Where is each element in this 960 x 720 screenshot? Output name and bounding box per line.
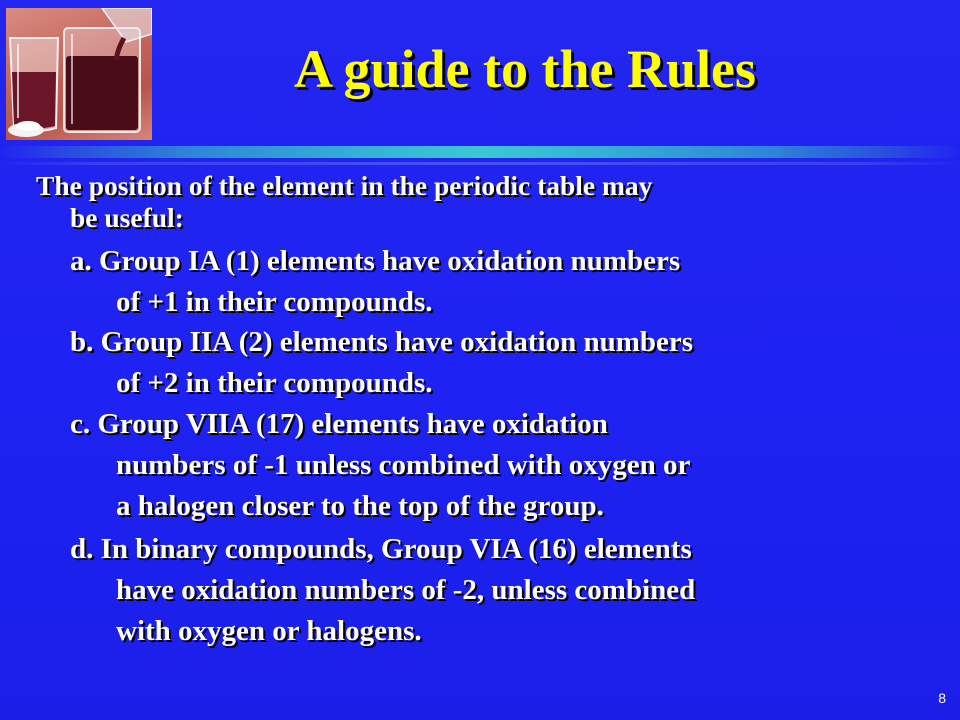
rule-b-line: b. Group IIA (2) elements have oxidation numbers <box>70 326 694 358</box>
intro-line: be useful: <box>70 202 184 233</box>
slide-title: A guide to the Rules <box>293 39 757 99</box>
rule-c-line: a halogen closer to the top of the group. <box>116 490 604 522</box>
intro-line: The position of the element in the periodic table may <box>36 170 653 201</box>
rule-c-line: numbers of -1 unless combined with oxygen or <box>116 449 691 481</box>
page-number: 8 <box>938 690 946 706</box>
rule-d-line: have oxidation numbers of -2, unless combined <box>116 574 696 606</box>
rule-c-line: c. Group VIIA (17) elements have oxidation <box>70 408 608 440</box>
rule-d-line: d. In binary compounds, Group VIA (16) elements <box>70 533 692 565</box>
rule-b-line: of +2 in their compounds. <box>116 367 433 399</box>
rule-d-line: with oxygen or halogens. <box>116 615 422 647</box>
rule-a-line: a. Group IA (1) elements have oxidation numbers <box>70 245 681 277</box>
rule-a-line: of +1 in their compounds. <box>116 286 433 318</box>
